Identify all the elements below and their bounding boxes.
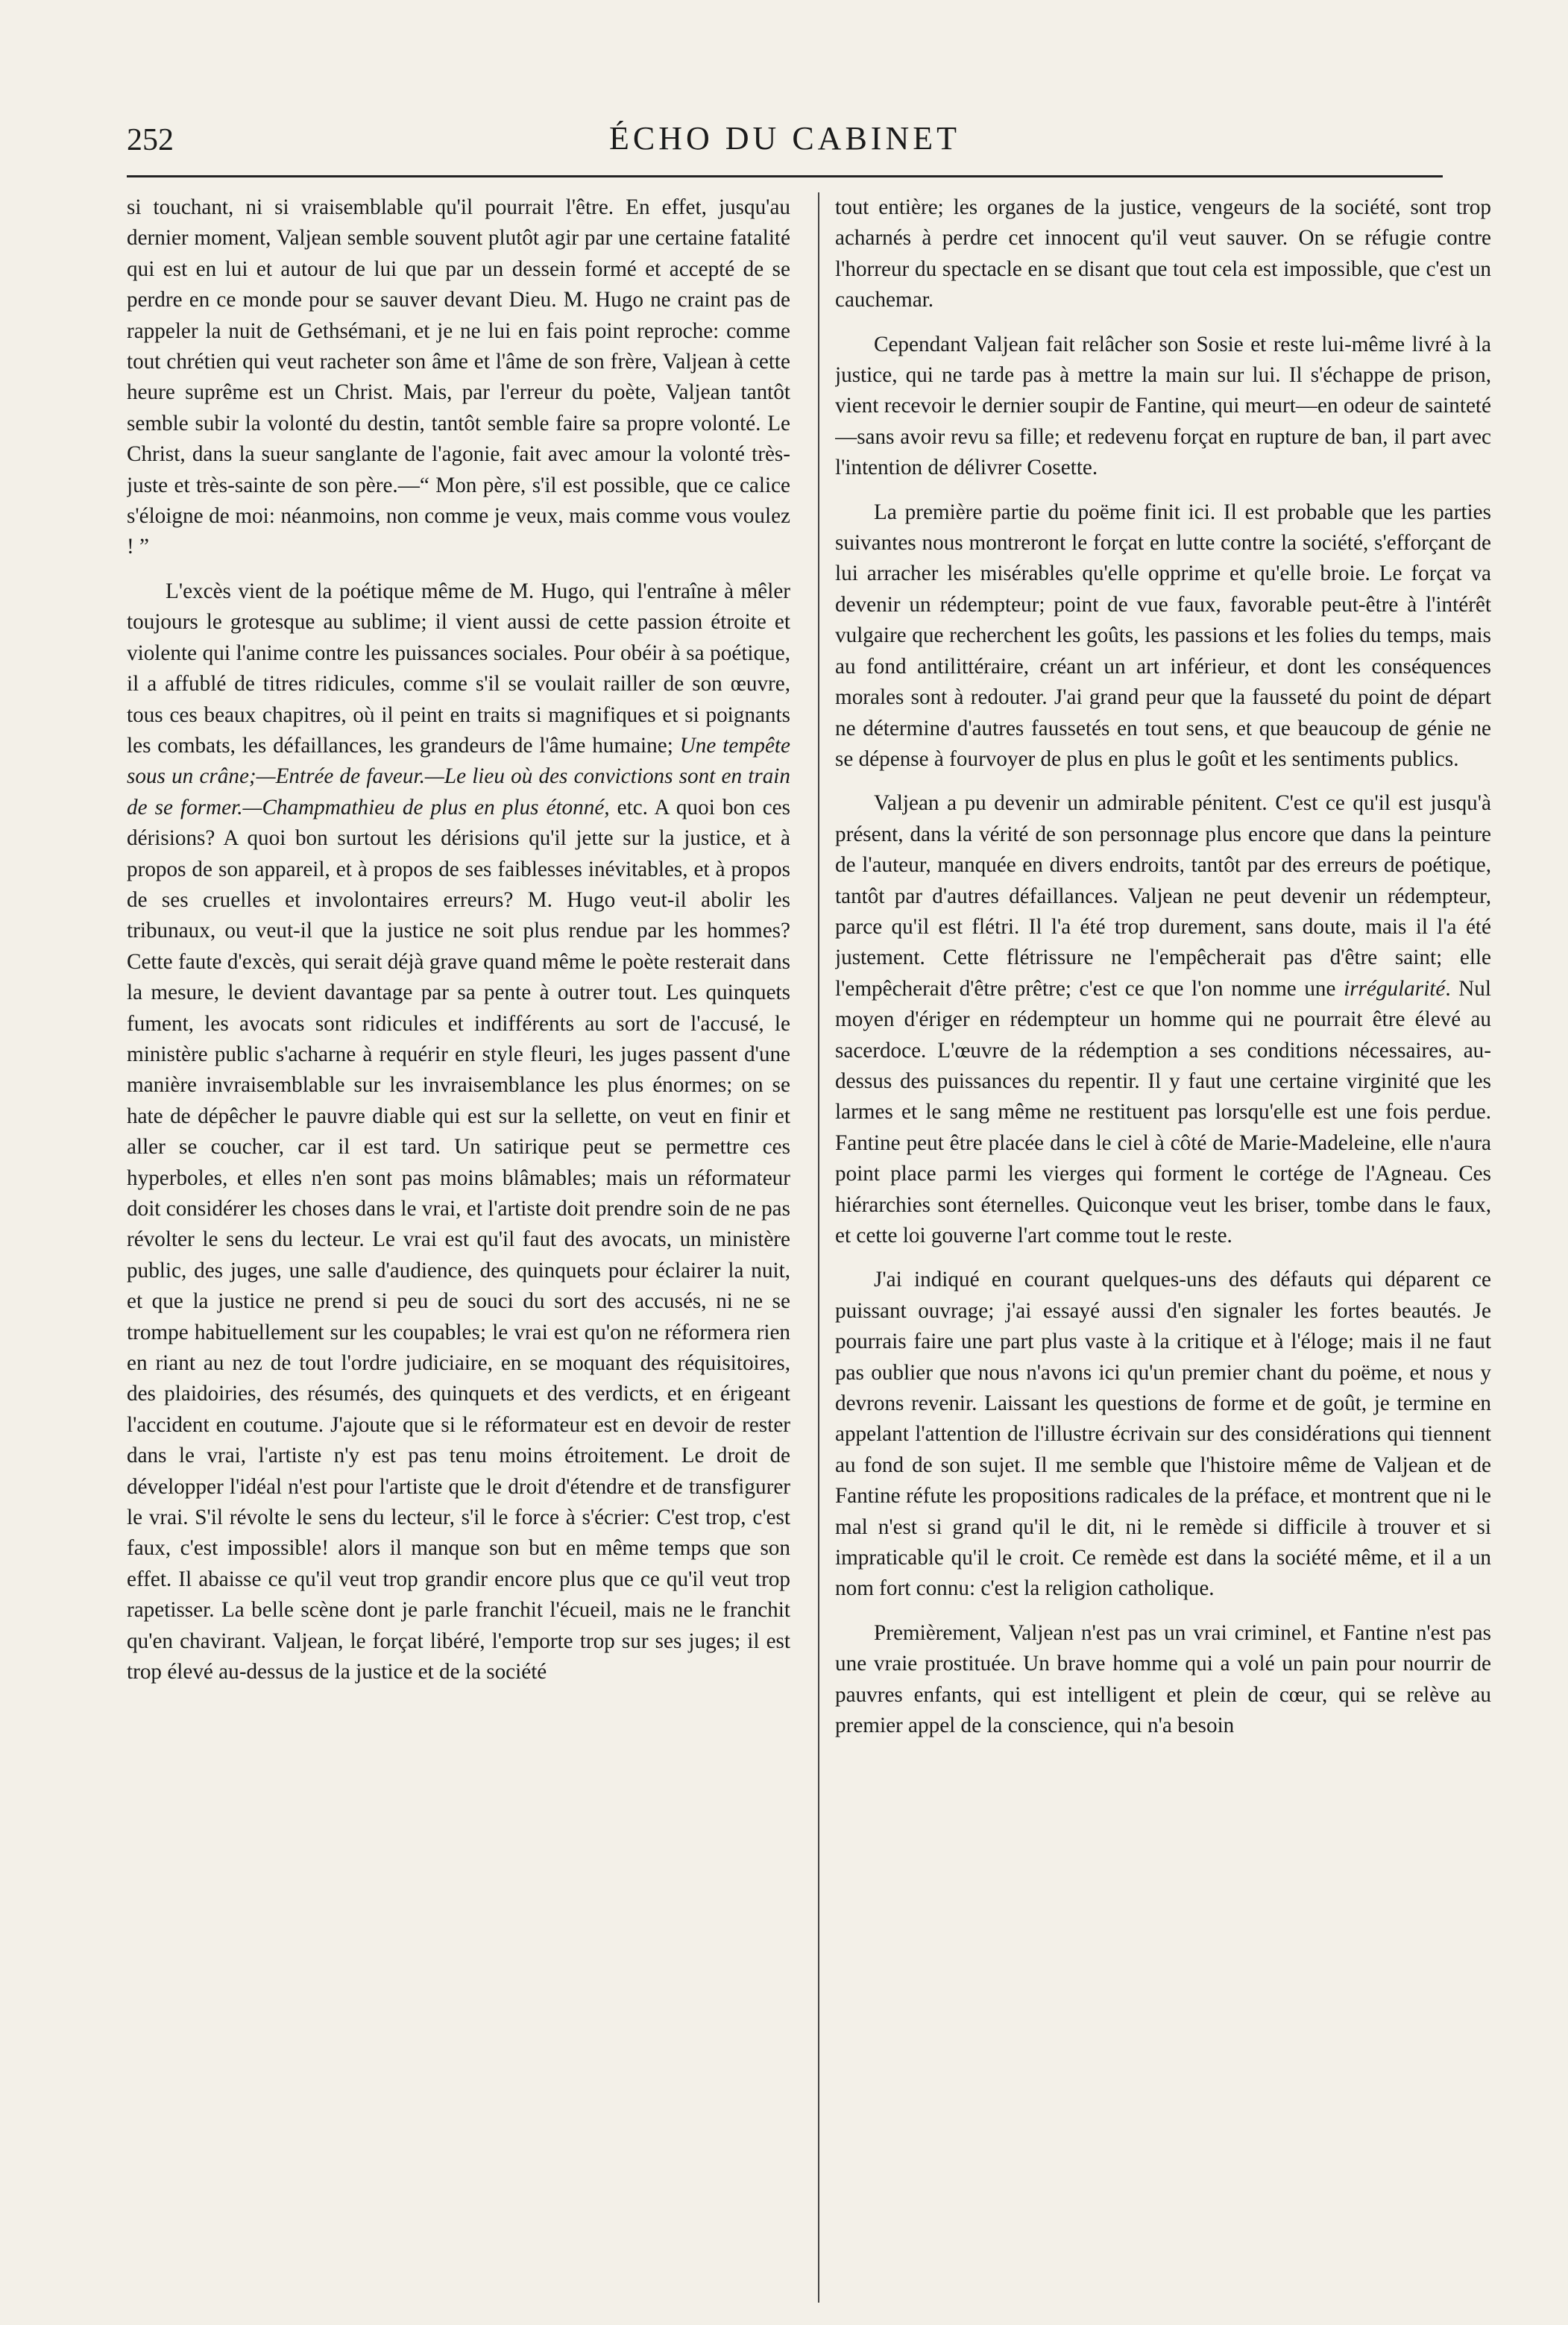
italic-chapter-titles: Une tempête sous un crâne;—Entrée de faveur.—Le lieu où des convictions sont en train de se former.—Champmathieu de plus en plus étonné,: [127, 733, 790, 819]
paragraph: La première partie du poëme finit ici. Il est probable que les parties suivantes nous montreront le forçat en lutte contre la société, s'efforçant de lui arracher les misérables qu'elle opprime et qu'elle broie. Le forçat va devenir un rédempteur; point de vue faux, favorable peut-être à l'intérêt vulgaire que recherchent les goûts, les passions et les folies du temps, mais au fond antilittéraire, créant un art inférieur, et dont les conséquences morales sont à redouter. J'ai grand peur que la fausseté du point de départ ne détermine d'autres faussetés en tout sens, et que beaucoup de génie ne se dépense à fourvoyer de plus en plus le goût et les sentiments publics.: [835, 500, 1491, 771]
paragraph: [127, 576, 790, 1688]
text-run: . Nul moyen d'ériger en rédempteur un homme qui ne pourrait être élevé au sacerdoce. L'œuvre de la rédemption a ses conditions nécessaires, au-dessus des puissances du repentir. Il y faut une certaine virginité que les larmes et le sang même ne restituent pas lorsqu'elle est une fois perdue. Fantine peut être placée dans le ciel à côté de Marie-Madeleine, elle n'aura point place parmi les vierges qui forment le cortége de l'Agneau. Ces hiérarchies sont éternelles. Quiconque veut les briser, tombe dans le faux, et cette loi gouverne l'art comme tout le reste.: [835, 976, 1491, 1248]
right-column: [835, 192, 1491, 2310]
paragraph: si touchant, ni si vraisemblable qu'il pourrait l'être. En effet, jusqu'au dernier moment, Valjean semble souvent plutôt agir par une certaine fatalité qui est en lui et autour de lui que par un dessein formé et accepté de se perdre en ce monde pour se sauver devant Dieu. M. Hugo ne craint pas de rappeler la nuit de Gethsémani, et je ne lui en fais point reproche: comme tout chrétien qui veut racheter son âme et l'âme de son frère, Valjean à cette heure suprême est un Christ. Mais, par l'erreur du poète, Valjean tantôt semble subir la volonté du destin, tantôt semble faire sa propre volonté. Le Christ, dans la sueur sanglante de l'agonie, fait avec amour la volonté très-juste et très-sainte de son père.—“ Mon père, s'il est possible, que ce calice s'éloigne de moi: néanmoins, non comme je veux, mais comme vous voulez ! ”: [127, 195, 790, 559]
page-header: [127, 112, 1443, 172]
italic-term: irrégularité: [1344, 976, 1446, 1001]
column-divider: [818, 192, 819, 2303]
text-run: etc. A quoi bon ces dérisions? A quoi bon surtout les dérisions qu'il jette sur la justice, et à propos de son appareil, et à propos de ses faiblesses inévitables, et à propos de ses cruelles et involontaires erreurs? M. Hugo veut-il abolir les tribunaux, ou veut-il que la justice ne soit plus rendue par les hommes? Cette faute d'excès, qui serait déjà grave quand même le poète resterait dans la mesure, le devient davantage par sa pente à outrer tout. Les quinquets fument, les avocats sont ridicules et indifférents au sort de l'accusé, le ministère public s'acharne à requérir en style fleuri, les juges passent d'une manière invraisemblable sur les invraisemblance les plus énormes; on se hate de dépêcher le pauvre diable qui est sur la sellette, on veut en finir et aller se coucher, car il est tard. Un satirique peut se permettre ces hyperboles, et elles n'en sont pas moins blâmables; mais un réformateur doit considérer les choses dans le vrai, et l'artiste doit prendre soin de ne pas révolter le sens du lecteur. Le vrai est qu'il faut des avocats, un ministère public, des juges, une salle d'audience, des quinquets pour éclairer la nuit, et que la justice ne prend si peu de souci du sort des accusés, ni ne se trompe habituellement sur les coupables; le vrai est qu'on ne réformera rien en riant au nez de tout l'ordre judiciaire, en se moquant des réquisitoires, des plaidoiries, des résumés, des quinquets et des verdicts, et en érigeant l'accident en coutume. J'ajoute que si le réformateur est en devoir de rester dans le vrai, l'artiste n'y est pas tenu moins étroitement. Le droit de développer l'idéal n'est pour l'artiste que le droit d'étendre et de transfigurer le vrai. S'il révolte le sens du lecteur, s'il le force à s'écrier: C'est trop, c'est faux, c'est impossible! alors il manque son but en même temps que son effet. Il abaisse ce qu'il veut trop grandir encore plus que ce qu'il veut trop rapetisser. La belle scène dont je parle franchit l'écueil, mais ne le franchit qu'en chavirant. Valjean, le forçat libéré, l'emporte trop sur ses juges; il est trop élevé au-dessus de la justice et de la société: [127, 795, 790, 1684]
left-column: [127, 192, 790, 2310]
paragraph: Cependant Valjean fait relâcher son Sosie et reste lui-même livré à la justice, qui ne tarde pas à mettre la main sur lui. Il s'échappe de prison, vient recevoir le dernier soupir de Fantine, qui meurt—en odeur de sainteté—sans avoir revu sa fille; et redevenu forçat en rupture de ban, il part avec l'intention de délivrer Cosette.: [835, 332, 1491, 480]
text-run: L'excès vient de la poétique même de M. Hugo, qui l'entraîne à mêler toujours le grotesque au sublime; il vient aussi de cette passion étroite et violente qui l'anime contre les puissances sociales. Pour obéir à sa poétique, il a affublé de titres ridicules, comme s'il se voulait railler de son œuvre, tous ces beaux chapitres, où il peint en traits si magnifiques et si poignants les combats, les défaillances, les grandeurs de l'âme humaine;: [127, 579, 790, 758]
paragraph: J'ai indiqué en courant quelques-uns des défauts qui déparent ce puissant ouvrage; j'ai essayé aussi d'en signaler les fortes beautés. Je pourrais faire une part plus vaste à la critique et à l'éloge; mais il ne faut pas oublier que nous n'avons ici qu'un premier chant du poëme, et nous y devrons revenir. Laissant les questions de forme et de goût, je termine en appelant l'attention de l'illustre écrivain sur des considérations qui tiennent au fond de son sujet. Il me semble que l'histoire même de Valjean et de Fantine réfute les propositions radicales de la préface, et montrent que ni le mal n'est si grand qu'il le dit, ni le remède si difficile à trouver et si impraticable qu'il le croit. Ce remède est dans la société même, et il a un nom fort connu: c'est la religion catholique.: [835, 1268, 1491, 1601]
page-number: 252: [127, 123, 174, 157]
paragraph: Premièrement, Valjean n'est pas un vrai criminel, et Fantine n'est pas une vraie prostituée. Un brave homme qui a volé un pain pour nourrir de pauvres enfants, qui est intelligent et plein de cœur, qui se relève au premier appel de la conscience, qui n'a besoin: [835, 1620, 1491, 1738]
paragraph: [835, 788, 1491, 1251]
header-rule: [127, 175, 1443, 177]
text-run: Valjean a pu devenir un admirable pénitent. C'est ce qu'il est jusqu'à présent, dans la vérité de son personnage plus encore que dans la peinture de l'auteur, manquée en divers endroits, tantôt par des erreurs de poétique, tantôt par d'autres défaillances. Valjean ne peut devenir un rédempteur, parce qu'il est flétri. Il l'a été trop durement, sans doute, mais il l'a été justement. Cette flétrissure ne l'empêcherait pas d'être saint; elle l'empêcherait d'être prêtre; c'est ce que l'on nomme une: [835, 791, 1491, 1001]
running-title: ÉCHO DU CABINET: [609, 120, 960, 157]
paragraph: tout entière; les organes de la justice, vengeurs de la société, sont trop acharnés à perdre cet innocent qu'il veut sauver. On se réfugie contre l'horreur du spectacle en se disant que tout cela est impossible, que c'est un cauchemar.: [835, 195, 1491, 312]
